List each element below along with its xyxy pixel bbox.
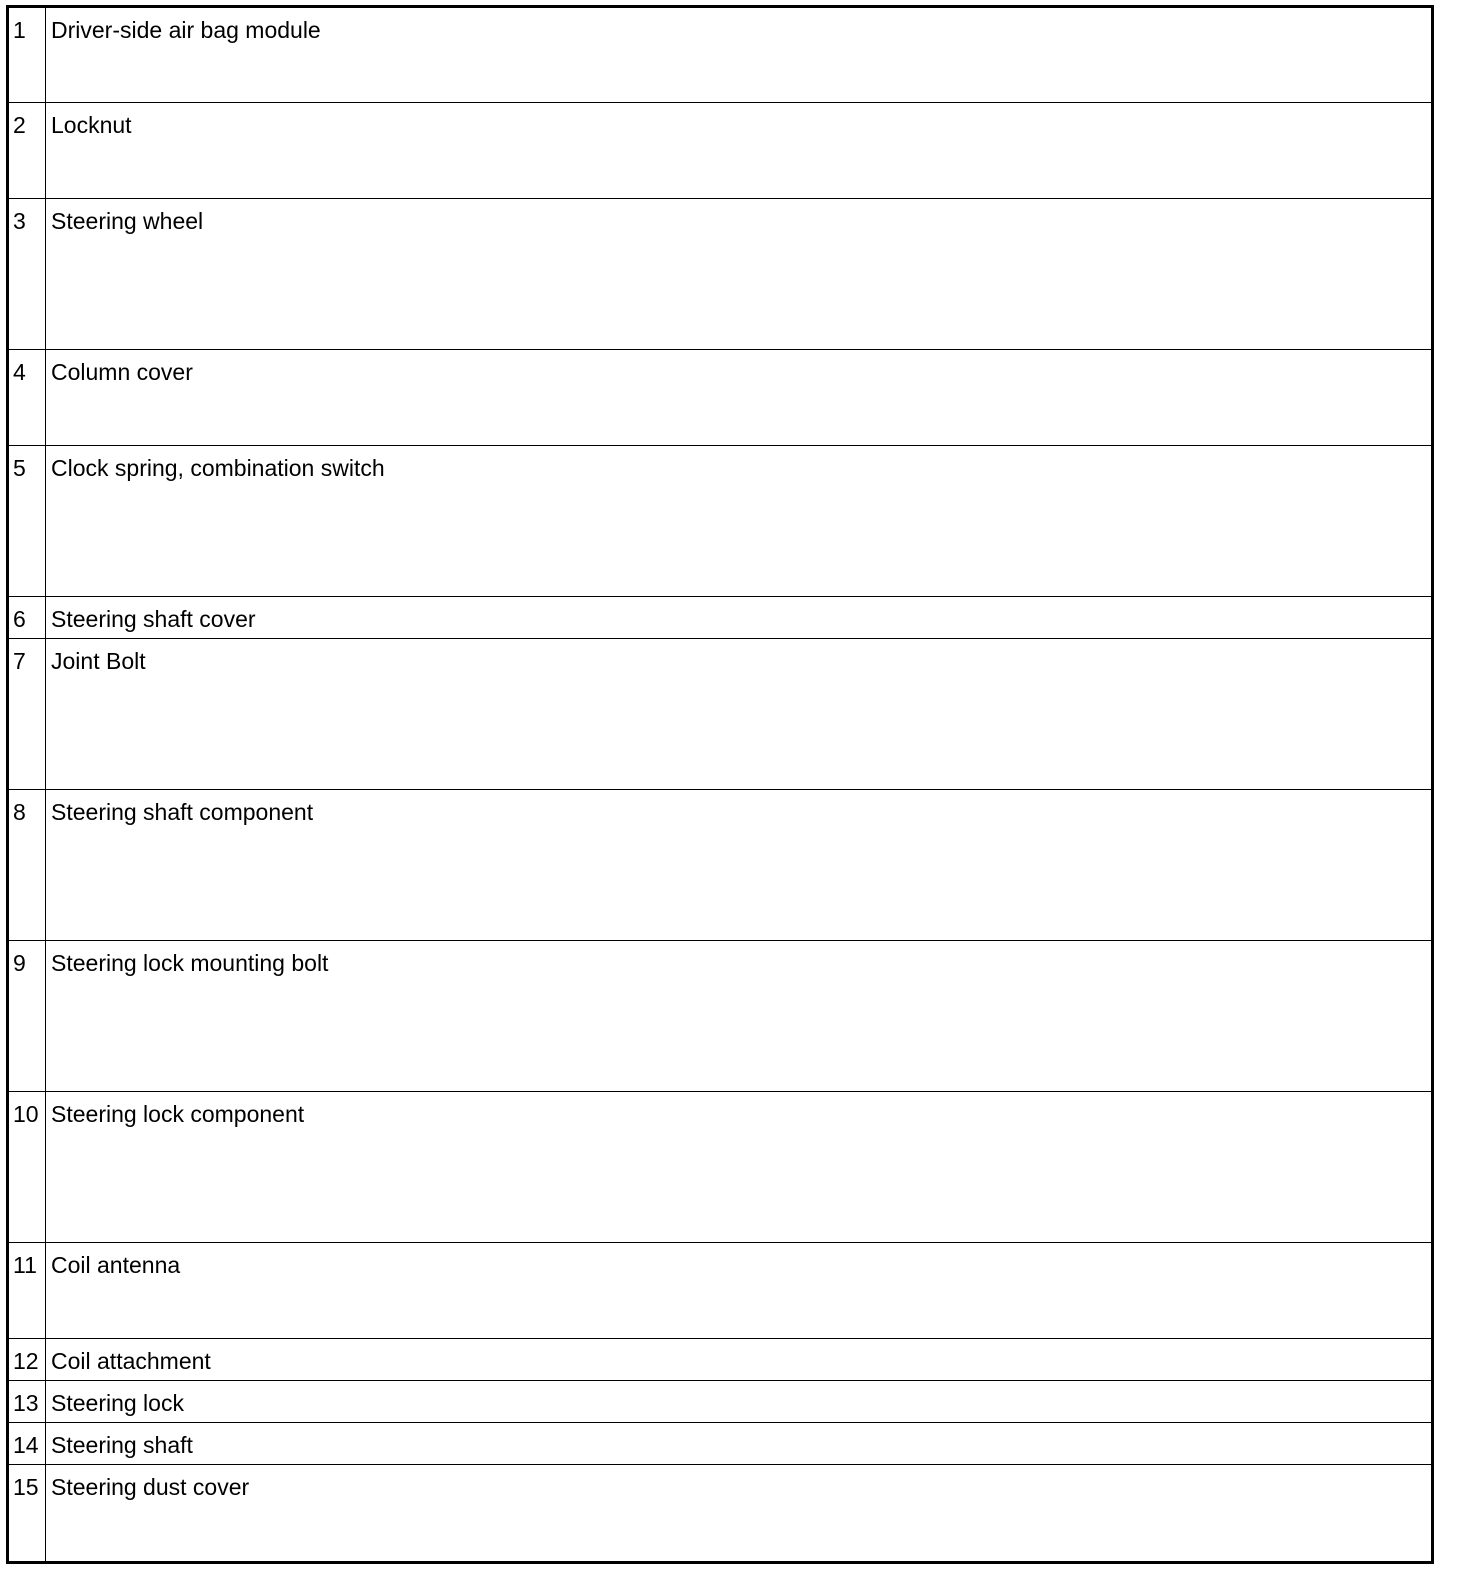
item-number: 9 xyxy=(8,941,46,1092)
table-row xyxy=(8,446,1433,597)
item-number: 6 xyxy=(8,597,46,639)
table-row xyxy=(8,1465,1433,1563)
item-number: 10 xyxy=(8,1092,46,1243)
item-number: 8 xyxy=(8,790,46,941)
item-number: 14 xyxy=(8,1423,46,1465)
item-description: Steering dust cover xyxy=(46,1465,1433,1563)
parts-table xyxy=(6,5,1434,1564)
item-number: 13 xyxy=(8,1381,46,1423)
item-description: Coil attachment xyxy=(46,1339,1433,1381)
item-description: Steering shaft cover xyxy=(46,597,1433,639)
table-row xyxy=(8,639,1433,790)
table-row xyxy=(8,199,1433,350)
item-description: Coil antenna xyxy=(46,1243,1433,1339)
item-number: 3 xyxy=(8,199,46,350)
table-row xyxy=(8,7,1433,103)
item-description: Clock spring, combination switch xyxy=(46,446,1433,597)
item-description: Joint Bolt xyxy=(46,639,1433,790)
item-number: 7 xyxy=(8,639,46,790)
item-number: 5 xyxy=(8,446,46,597)
table-row xyxy=(8,597,1433,639)
item-description: Driver-side air bag module xyxy=(46,7,1433,103)
item-description: Steering lock component xyxy=(46,1092,1433,1243)
item-number: 1 xyxy=(8,7,46,103)
item-description: Steering lock mounting bolt xyxy=(46,941,1433,1092)
table-row xyxy=(8,1423,1433,1465)
table-row xyxy=(8,1381,1433,1423)
table-row xyxy=(8,1092,1433,1243)
table-row xyxy=(8,1243,1433,1339)
table-row xyxy=(8,103,1433,199)
item-description: Steering wheel xyxy=(46,199,1433,350)
table-row xyxy=(8,790,1433,941)
table-row xyxy=(8,350,1433,446)
item-number: 4 xyxy=(8,350,46,446)
item-description: Steering shaft xyxy=(46,1423,1433,1465)
item-description: Locknut xyxy=(46,103,1433,199)
item-number: 15 xyxy=(8,1465,46,1563)
item-description: Steering shaft component xyxy=(46,790,1433,941)
item-description: Steering lock xyxy=(46,1381,1433,1423)
item-description: Column cover xyxy=(46,350,1433,446)
item-number: 2 xyxy=(8,103,46,199)
table-row xyxy=(8,1339,1433,1381)
item-number: 11 xyxy=(8,1243,46,1339)
table-row xyxy=(8,941,1433,1092)
item-number: 12 xyxy=(8,1339,46,1381)
